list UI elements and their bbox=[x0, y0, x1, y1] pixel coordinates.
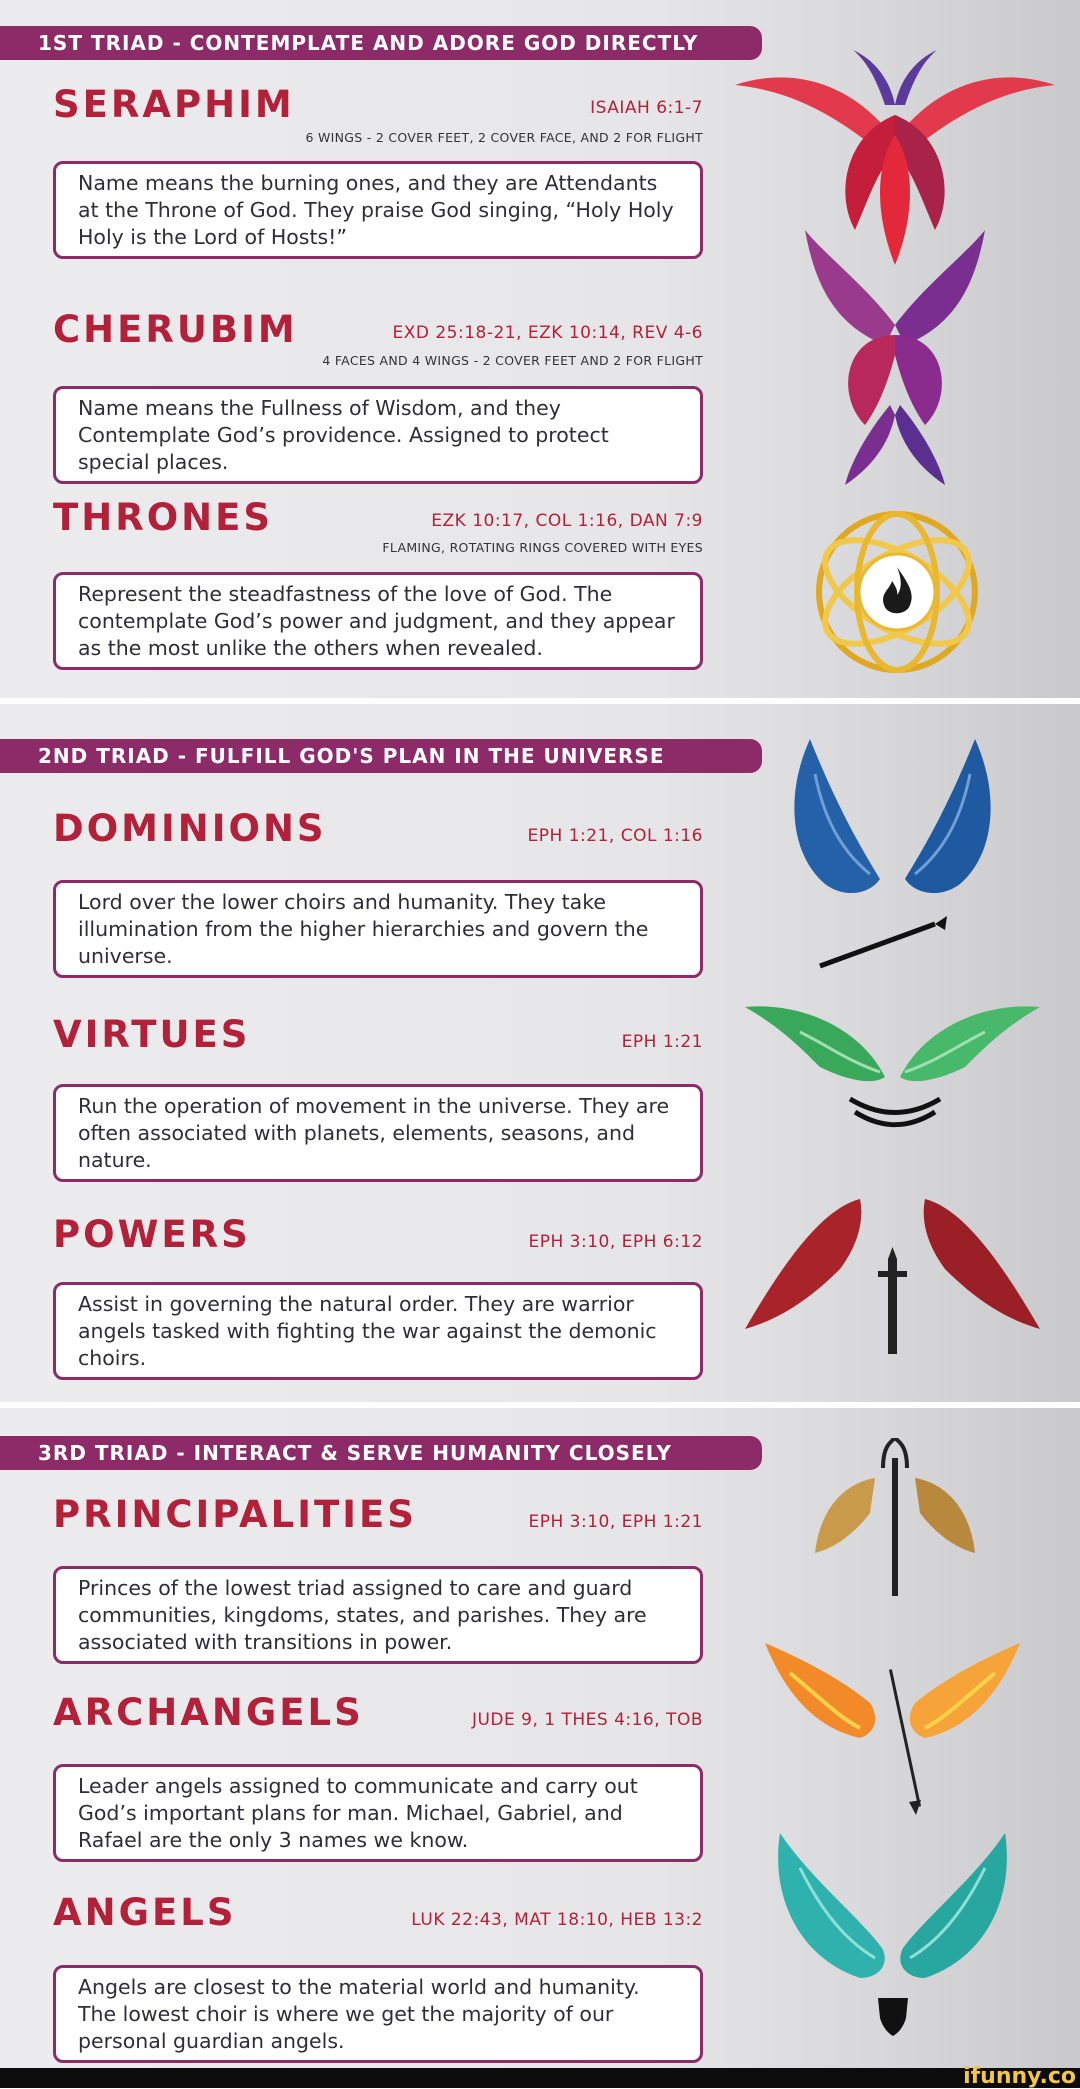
triad-3-section bbox=[0, 1408, 1080, 2068]
choir-form: FLAMING, ROTATING RINGS COVERED WITH EYES bbox=[382, 540, 703, 555]
choir-description: Lord over the lower choirs and humanity. They take illumination from the higher hierarchies and govern the universe. bbox=[53, 880, 703, 978]
choir-reference: EPH 3:10, EPH 1:21 bbox=[528, 1512, 703, 1532]
angels-wings-shield-icon bbox=[770, 1828, 1015, 2043]
choir-reference: JUDE 9, 1 THES 4:16, TOB bbox=[471, 1710, 703, 1730]
triad-1-banner: 1ST TRIAD - CONTEMPLATE AND ADORE GOD DIRECTLY bbox=[0, 26, 762, 60]
cherubim-wings-icon bbox=[795, 225, 995, 490]
choir-description: Name means the Fullness of Wisdom, and they Contemplate God’s providence. Assigned to protect special places. bbox=[53, 386, 703, 484]
dominions-wings-scepter-icon bbox=[785, 734, 1000, 984]
choir-thrones bbox=[53, 497, 703, 677]
choir-powers bbox=[53, 1214, 703, 1394]
triad-3-banner: 3RD TRIAD - INTERACT & SERVE HUMANITY CLOSELY bbox=[0, 1436, 762, 1470]
choir-seraphim bbox=[53, 84, 703, 264]
choir-name: CHERUBIM bbox=[53, 308, 298, 351]
choir-name: POWERS bbox=[53, 1213, 251, 1256]
choir-description: Run the operation of movement in the universe. They are often associated with planets, elements, seasons, and nature. bbox=[53, 1084, 703, 1182]
choir-principalities bbox=[53, 1494, 703, 1674]
choir-virtues bbox=[53, 1014, 703, 1194]
choir-form: 4 FACES AND 4 WINGS - 2 COVER FEET AND 2 FOR FLIGHT bbox=[322, 353, 703, 368]
powers-wings-sword-icon bbox=[740, 1189, 1045, 1364]
choir-description: Assist in governing the natural order. They are warrior angels tasked with fighting the war against the demonic choirs. bbox=[53, 1282, 703, 1380]
thrones-rings-icon bbox=[810, 505, 985, 680]
choir-reference: LUK 22:43, MAT 18:10, HEB 13:2 bbox=[411, 1910, 703, 1930]
choir-description: Angels are closest to the material world and humanity. The lowest choir is where we get the majority of our personal guardian angels. bbox=[53, 1965, 703, 2063]
choir-description: Represent the steadfastness of the love of God. The contemplate God’s power and judgment, and they appear as the most unlike the others when revealed. bbox=[53, 572, 703, 670]
triad-2-section bbox=[0, 704, 1080, 1402]
triad-2-banner: 2ND TRIAD - FULFILL GOD'S PLAN IN THE UNIVERSE bbox=[0, 739, 762, 773]
choir-name: DOMINIONS bbox=[53, 807, 327, 850]
choir-reference: ISAIAH 6:1-7 bbox=[590, 98, 703, 118]
choir-name: PRINCIPALITIES bbox=[53, 1493, 417, 1536]
triad-1-section bbox=[0, 0, 1080, 698]
choir-cherubim bbox=[53, 309, 703, 489]
choir-name: SERAPHIM bbox=[53, 83, 295, 126]
choir-description: Princes of the lowest triad assigned to care and guard communities, kingdoms, states, and parishes. They are associated with transitions in power. bbox=[53, 1566, 703, 1664]
choir-description: Name means the burning ones, and they are Attendants at the Throne of God. They praise God singing, “Holy Holy Holy is the Lord of Hosts!” bbox=[53, 161, 703, 259]
choir-reference: EPH 1:21, COL 1:16 bbox=[527, 826, 703, 846]
choir-name: ARCHANGELS bbox=[53, 1691, 364, 1734]
virtues-wings-icon bbox=[740, 987, 1045, 1137]
principalities-wings-trident-icon bbox=[805, 1438, 985, 1598]
ifunny-logo: ifunny.co bbox=[963, 2064, 1076, 2089]
choir-reference: EXD 25:18-21, EZK 10:14, REV 4-6 bbox=[392, 323, 703, 343]
choir-name: ANGELS bbox=[53, 1891, 237, 1934]
choir-reference: EPH 3:10, EPH 6:12 bbox=[528, 1232, 703, 1252]
choir-name: THRONES bbox=[53, 496, 274, 539]
choir-archangels bbox=[53, 1692, 703, 1872]
choir-form: 6 WINGS - 2 COVER FEET, 2 COVER FACE, AND 2 FOR FLIGHT bbox=[305, 130, 703, 145]
choir-dominions bbox=[53, 808, 703, 988]
choir-angels bbox=[53, 1892, 703, 2072]
choir-description: Leader angels assigned to communicate and carry out God’s important plans for man. Michael, Gabriel, and Rafael are the only 3 names we know. bbox=[53, 1764, 703, 1862]
archangels-wings-arrow-icon bbox=[760, 1638, 1025, 1823]
footer-bar bbox=[0, 2064, 1080, 2089]
choir-reference: EZK 10:17, COL 1:16, DAN 7:9 bbox=[431, 511, 703, 531]
choir-reference: EPH 1:21 bbox=[621, 1032, 703, 1052]
choir-name: VIRTUES bbox=[53, 1013, 251, 1056]
